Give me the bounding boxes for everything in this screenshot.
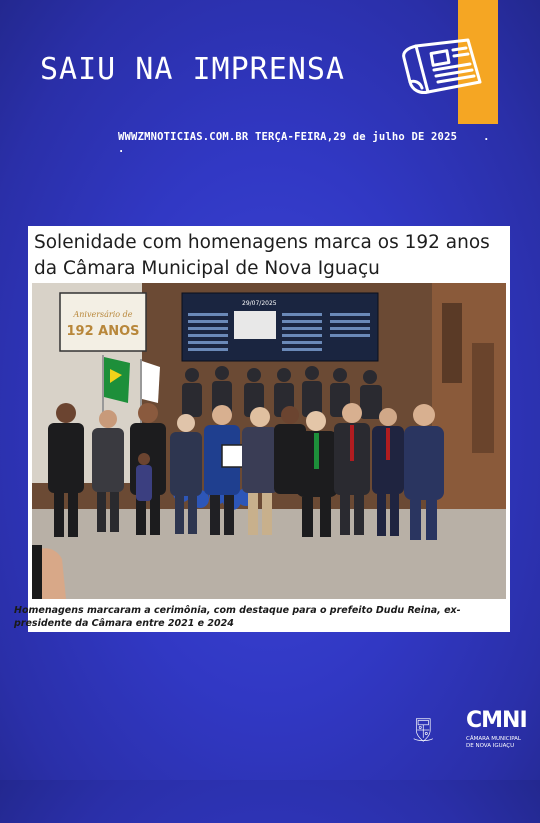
dateline — [118, 131, 540, 155]
screen-text-line2: 192 ANOS — [66, 324, 140, 339]
photo-caption: Homenagens marcaram a cerimônia, com destaque para o prefeito Dudu Reina, ex-presidente da Câmara entre 2021 e 2024 — [14, 605, 461, 629]
ceremony-photo-illustration — [32, 283, 506, 599]
coat-of-arms-icon — [412, 700, 464, 760]
page-title: SAIU NA IMPRENSA — [40, 52, 345, 87]
dateline-dots: . . — [118, 131, 508, 155]
article-headline: Solenidade com homenagens marca os 192 anos da Câmara Municipal de Nova Iguaçu — [34, 232, 490, 279]
org-logo-text: CMNI — [466, 708, 527, 733]
newspaper-icon — [398, 36, 488, 106]
article-card — [28, 226, 510, 632]
org-subtitle-line1: CÂMARA MUNICIPAL — [466, 736, 521, 742]
anniversary-screen — [60, 293, 146, 351]
panel-date: 29/07/2025 — [242, 300, 277, 307]
dateline-text: WWWZMNOTICIAS.COM.BR TERÇA-FEIRA,29 de julho DE 2025 — [118, 131, 458, 143]
screen-text-line1: Aniversário de — [73, 310, 133, 319]
org-subtitle — [466, 736, 536, 750]
org-subtitle-line2: DE NOVA IGUAÇU — [466, 743, 515, 749]
